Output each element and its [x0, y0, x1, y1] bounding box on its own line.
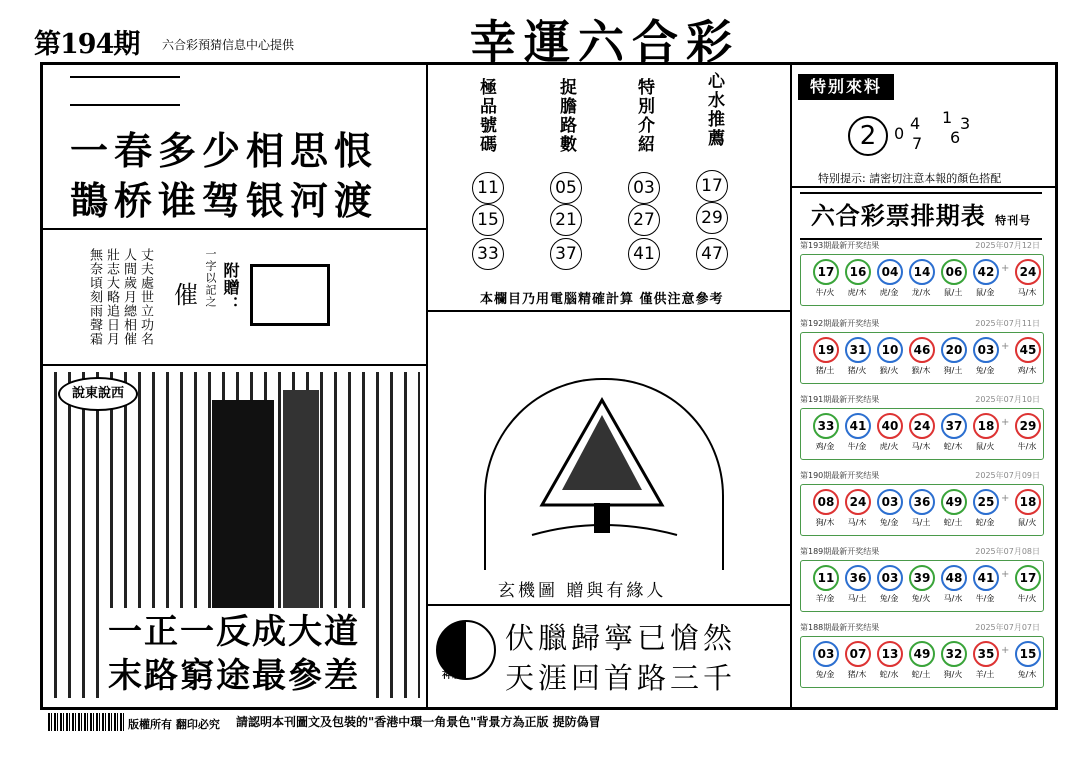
- small-number: 6: [950, 128, 961, 147]
- result-ball: 08: [813, 489, 839, 515]
- zodiac-label: 猪/火: [847, 366, 867, 375]
- draw-box: [800, 636, 1044, 688]
- zodiac-label: 兔/火: [911, 594, 931, 603]
- zodiac-label: 羊/土: [975, 670, 995, 679]
- result-ball: 41: [845, 413, 871, 439]
- small-number: 1: [942, 108, 953, 127]
- zodiac-label: 牛/金: [847, 442, 867, 451]
- result-ball: 03: [877, 565, 903, 591]
- big-number: 2: [848, 116, 888, 156]
- plus-sign: +: [1001, 417, 1010, 428]
- zodiac-label: 羊/金: [815, 594, 835, 603]
- result-ball: 41: [973, 565, 999, 591]
- zodiac-label: 蛇/木: [943, 442, 963, 451]
- result-ball: 24: [909, 413, 935, 439]
- draw-date: 2025年07月08日: [975, 547, 1040, 556]
- number-ball: 33: [472, 238, 504, 270]
- xuanji-caption: 玄機圖 贈與有緣人: [498, 581, 667, 601]
- zodiac-label: 马/水: [943, 594, 963, 603]
- poem-bottom-line-2: 末路窮途最參差: [108, 656, 360, 696]
- poem-top-line-1: 一春多少相思恨: [70, 128, 379, 173]
- draw-result: [800, 394, 1044, 460]
- draw-box: [800, 408, 1044, 460]
- number-ball: 27: [628, 204, 660, 236]
- result-ball: 48: [941, 565, 967, 591]
- number-ball: 11: [472, 172, 504, 204]
- zodiac-label: 马/木: [1017, 288, 1037, 297]
- draw-label: 第190期最新开奖结果: [800, 471, 880, 480]
- number-ball: 15: [472, 204, 504, 236]
- special-ball: 29: [1015, 413, 1041, 439]
- schedule-tag: 特刊号: [995, 214, 1032, 227]
- copyright: 版權所有 翻印必究: [128, 718, 220, 731]
- divider-mid-1: [426, 310, 791, 312]
- small-number: 7: [912, 134, 923, 153]
- zodiac-label: 牛/水: [1017, 442, 1037, 451]
- result-ball: 31: [845, 337, 871, 363]
- special-label: 特别來料: [798, 74, 894, 100]
- result-ball: 10: [877, 337, 903, 363]
- result-ball: 19: [813, 337, 839, 363]
- draw-header: [800, 546, 1044, 558]
- zodiac-label: 鼠/火: [975, 442, 995, 451]
- result-ball: 11: [813, 565, 839, 591]
- barcode: [48, 713, 124, 731]
- one-char-hint: 一字以記之: [204, 248, 217, 308]
- draw-result: [800, 622, 1044, 688]
- zodiac-label: 兔/木: [1017, 670, 1037, 679]
- col-header-3: 特別介紹: [634, 78, 654, 154]
- result-ball: 24: [845, 489, 871, 515]
- yinyang-label: 神彩: [442, 670, 462, 681]
- number-ball: 21: [550, 204, 582, 236]
- result-ball: 32: [941, 641, 967, 667]
- tower-shape-2: [283, 390, 319, 640]
- draw-result: [800, 240, 1044, 306]
- zodiac-label: 鼠/火: [1017, 518, 1037, 527]
- poem-top: [70, 126, 378, 226]
- plus-sign: +: [1001, 493, 1010, 504]
- zodiac-label: 虎/金: [879, 288, 899, 297]
- draw-label: 第193期最新开奖结果: [800, 241, 880, 250]
- number-ball: 41: [628, 238, 660, 270]
- draw-header: [800, 240, 1044, 252]
- zodiac-label: 兔/金: [975, 366, 995, 375]
- draw-header: [800, 394, 1044, 406]
- special-ball: 15: [1015, 641, 1041, 667]
- result-ball: 37: [941, 413, 967, 439]
- draw-date: 2025年07月07日: [975, 623, 1040, 632]
- number-ball: 47: [696, 238, 728, 270]
- divider-left: [426, 62, 428, 710]
- zodiac-label: 牛/金: [975, 594, 995, 603]
- result-ball: 25: [973, 489, 999, 515]
- zodiac-label: 猪/土: [815, 366, 835, 375]
- poem-bottom-line-1: 一正一反成大道: [108, 612, 360, 652]
- anti-counterfeit-notice: 請認明本刊圖文及包裝的"香港中環一角景色"背景方為正版 提防偽冒: [236, 715, 601, 729]
- col-header-2: 捉膽路數: [556, 78, 576, 154]
- zodiac-label: 猴/火: [879, 366, 899, 375]
- result-ball: 03: [813, 641, 839, 667]
- result-ball: 14: [909, 259, 935, 285]
- main-title: 幸運六合彩: [470, 15, 740, 69]
- draw-header: [800, 470, 1044, 482]
- col-header-1: 極品號碼: [476, 78, 496, 154]
- number-ball: 03: [628, 172, 660, 204]
- poem-middle-line-2: 天涯回首路三千: [505, 661, 737, 695]
- result-ball: 13: [877, 641, 903, 667]
- special-hint: 特别提示: 請密切注意本報的顏色搭配: [818, 172, 1002, 185]
- zodiac-label: 蛇/金: [975, 518, 995, 527]
- schedule-title-text: 六合彩票排期表: [810, 201, 986, 230]
- riddle-char: 催: [174, 281, 198, 309]
- zodiac-label: 虎/木: [847, 288, 867, 297]
- zodiac-label: 猴/木: [911, 366, 931, 375]
- calc-note: 本欄目乃用電腦精確計算 僅供注意參考: [480, 292, 724, 307]
- speech-bubble: 說東說西: [58, 377, 138, 411]
- special-ball: 18: [1015, 489, 1041, 515]
- zodiac-label: 兔/金: [879, 594, 899, 603]
- poem-middle: [505, 618, 736, 698]
- zodiac-label: 马/土: [847, 594, 867, 603]
- zodiac-label: 蛇/水: [879, 670, 899, 679]
- result-ball: 18: [973, 413, 999, 439]
- zodiac-label: 蛇/土: [943, 518, 963, 527]
- zodiac-label: 马/木: [911, 442, 931, 451]
- issue-number: 第194期: [34, 29, 140, 60]
- special-ball: 45: [1015, 337, 1041, 363]
- plus-sign: +: [1001, 263, 1010, 274]
- zodiac-label: 马/土: [911, 518, 931, 527]
- zodiac-label: 兔/金: [815, 670, 835, 679]
- provider-text: 六合彩預猜信息中心提供: [162, 38, 295, 52]
- result-ball: 49: [941, 489, 967, 515]
- riddle-line-3: 壯志大略追日月: [104, 248, 119, 346]
- number-ball: 37: [550, 238, 582, 270]
- result-ball: 46: [909, 337, 935, 363]
- draw-result: [800, 470, 1044, 536]
- draw-label: 第188期最新开奖结果: [800, 623, 880, 632]
- draw-box: [800, 332, 1044, 384]
- result-ball: 03: [877, 489, 903, 515]
- small-number: 4: [910, 114, 921, 133]
- riddle-line-1: 丈夫處世立功名: [138, 248, 153, 346]
- draw-label: 第189期最新开奖结果: [800, 547, 880, 556]
- zodiac-label: 狗/土: [943, 366, 963, 375]
- result-ball: 35: [973, 641, 999, 667]
- number-ball: 17: [696, 170, 728, 202]
- result-ball: 42: [973, 259, 999, 285]
- draw-date: 2025年07月10日: [975, 395, 1040, 404]
- small-number: 0: [894, 124, 905, 143]
- divider-right: [790, 62, 792, 710]
- plus-sign: +: [1001, 341, 1010, 352]
- draw-box: [800, 484, 1044, 536]
- draw-label: 第191期最新开奖结果: [800, 395, 880, 404]
- divider-mid-2: [426, 604, 791, 606]
- col-header-4: 心水推薦: [704, 72, 724, 148]
- zodiac-label: 虎/火: [879, 442, 899, 451]
- poem-bottom: [100, 608, 368, 700]
- zodiac-label: 龙/水: [911, 288, 931, 297]
- riddle-line-2: 人間歲月總相催: [121, 248, 136, 346]
- result-ball: 06: [941, 259, 967, 285]
- draw-date: 2025年07月11日: [975, 319, 1040, 328]
- result-ball: 04: [877, 259, 903, 285]
- result-ball: 17: [813, 259, 839, 285]
- riddle-line-4: 無奈頃刻雨聲霜: [87, 248, 102, 346]
- zodiac-label: 狗/火: [943, 670, 963, 679]
- draw-label: 第192期最新开奖结果: [800, 319, 880, 328]
- divider-left-2: [40, 364, 427, 366]
- zodiac-label: 鸡/金: [815, 442, 835, 451]
- number-ball: 29: [696, 202, 728, 234]
- divider-left-1: [40, 228, 427, 230]
- draw-box: [800, 254, 1044, 306]
- poem-middle-line-1: 伏臘歸寧已愴然: [505, 621, 737, 655]
- result-ball: 20: [941, 337, 967, 363]
- result-ball: 33: [813, 413, 839, 439]
- special-ball: 24: [1015, 259, 1041, 285]
- zodiac-label: 鼠/金: [975, 288, 995, 297]
- zodiac-label: 蛇/土: [911, 670, 931, 679]
- draw-header: [800, 622, 1044, 634]
- tower-shape: [212, 400, 274, 640]
- fuzeng-label: 附贈：: [221, 262, 240, 313]
- zodiac-label: 猪/木: [847, 670, 867, 679]
- small-number: 3: [960, 114, 971, 133]
- result-ball: 36: [909, 489, 935, 515]
- draw-date: 2025年07月09日: [975, 471, 1040, 480]
- draw-result: [800, 318, 1044, 384]
- result-ball: 16: [845, 259, 871, 285]
- result-ball: 07: [845, 641, 871, 667]
- zodiac-label: 鸡/木: [1017, 366, 1037, 375]
- draw-result: [800, 546, 1044, 612]
- zodiac-label: 狗/木: [815, 518, 835, 527]
- poem-top-line-2: 鵲桥谁驾银河渡: [70, 178, 379, 223]
- zodiac-label: 马/木: [847, 518, 867, 527]
- plus-sign: +: [1001, 645, 1010, 656]
- zodiac-label: 鼠/土: [943, 288, 963, 297]
- result-ball: 36: [845, 565, 871, 591]
- schedule-title: [800, 192, 1042, 240]
- result-ball: 03: [973, 337, 999, 363]
- result-ball: 40: [877, 413, 903, 439]
- plus-sign: +: [1001, 569, 1010, 580]
- result-ball: 49: [909, 641, 935, 667]
- divider-right-1: [790, 186, 1058, 188]
- number-ball: 05: [550, 172, 582, 204]
- draw-header: [800, 318, 1044, 330]
- zodiac-label: 兔/金: [879, 518, 899, 527]
- result-ball: 39: [909, 565, 935, 591]
- draw-date: 2025年07月12日: [975, 241, 1040, 250]
- riddle-text: [86, 248, 154, 348]
- decor-tag: [70, 76, 180, 106]
- special-ball: 17: [1015, 565, 1041, 591]
- answer-box: [250, 264, 330, 326]
- draw-box: [800, 560, 1044, 612]
- zodiac-label: 牛/火: [1017, 594, 1037, 603]
- tree-drawing: [512, 395, 692, 545]
- zodiac-label: 牛/火: [815, 288, 835, 297]
